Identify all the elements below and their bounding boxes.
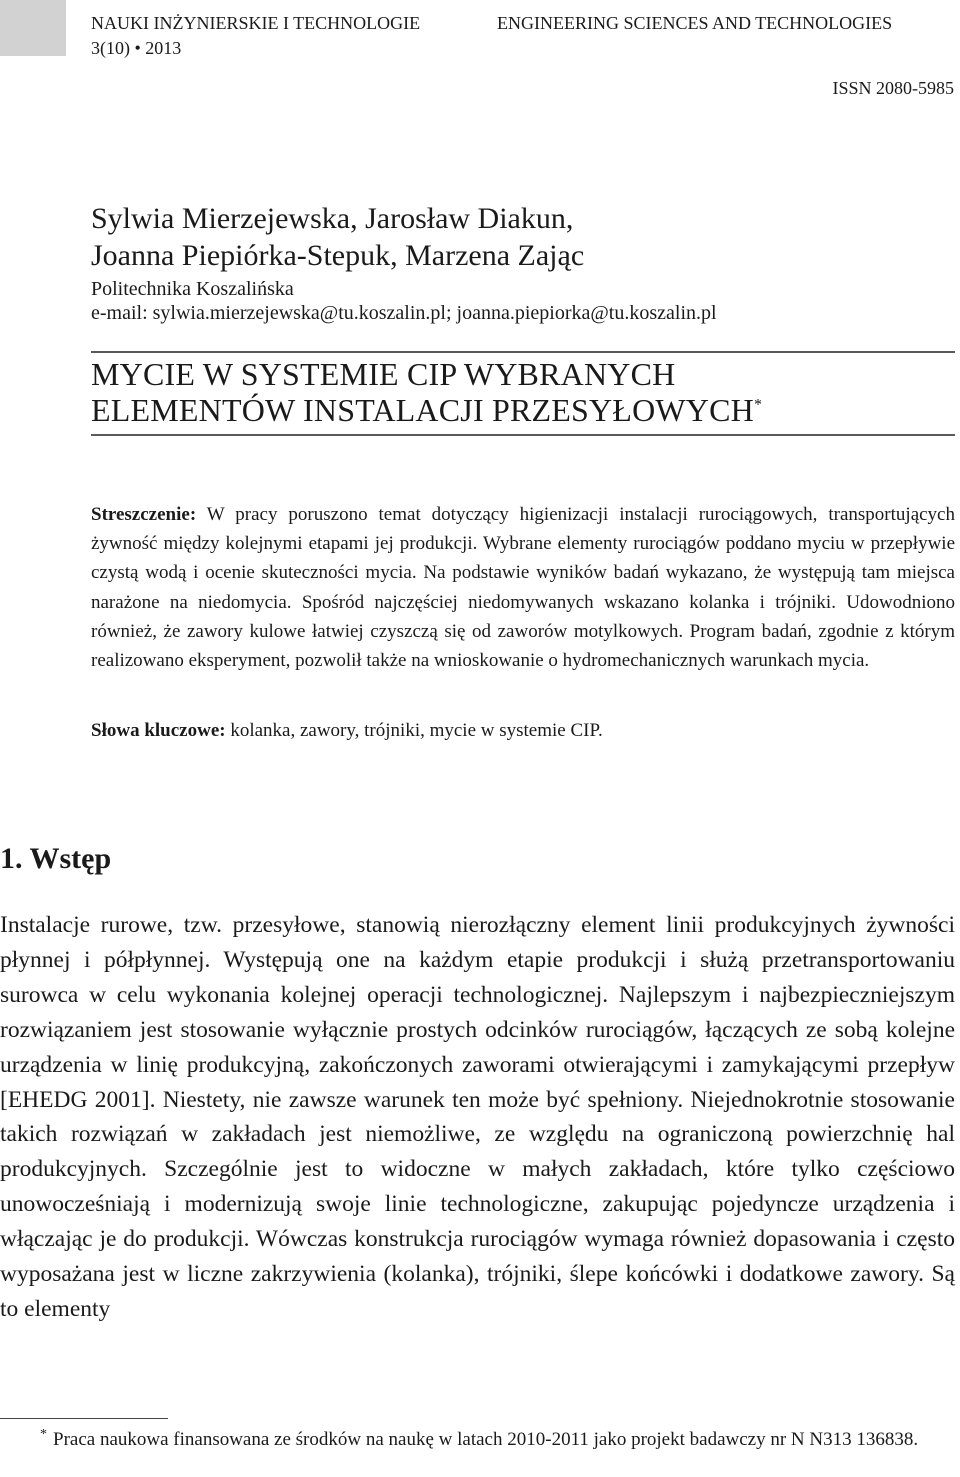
footnote-text: Praca naukowa finansowana ze środków na naukę w latach 2010-2011 jako projekt badawczy nr N N313 136838. bbox=[53, 1429, 919, 1450]
header-gray-box bbox=[0, 0, 66, 56]
title-line-1: MYCIE W SYSTEMIE CIP WYBRANYCH bbox=[91, 356, 676, 392]
authors bbox=[91, 200, 951, 274]
journal-issue: 3(10) • 2013 bbox=[91, 38, 182, 58]
section-body-text: Instalacje rurowe, tzw. przesyłowe, stanowią nierozłączny element linii produkcyjnych żywności płynnej i półpłynnej. Występują one na każdym etapie produkcji i służą przetransportowaniu surowca w celu wykonania kolejnej operacji technologicznej. Najlepszym i najbezpieczniejszym rozwiązaniem jest stosowanie wyłącznie prostych odcinków rurociągów, łączących ze sobą kolejne urządzenia w linię produkcyjną, zakończonych zaworami otwierającymi i zamykającymi przepływ [EHEDG 2001]. Niestety, nie zawsze warunek ten może być spełniony. Niejednokrotnie stosowanie takich rozwiązań w zakładach jest niemożliwe, ze względu na ograniczoną powierzchnię hal produkcyjnych. Szczególnie jest to widoczne w małych zakładach, które tylko częściowo unowocześniają i modernizują swoje linie technologiczne, zakupując pojedyncze urządzenia i włączając je do produkcji. Wówczas konstrukcja rurociągów wymaga również dopasowania i często wyposażana jest w liczne zakrzywienia (kolanka), trójniki, ślepe końcówki i dodatkowe zawory. Są to elementy bbox=[0, 912, 955, 1322]
title-rule-bottom bbox=[91, 434, 955, 436]
affiliation: Politechnika Koszalińska bbox=[91, 278, 294, 300]
authors-line-1: Sylwia Mierzejewska, Jarosław Diakun, bbox=[91, 202, 574, 235]
title-line-2-text: ELEMENTÓW INSTALACJI PRZESYŁOWYCH bbox=[91, 392, 754, 428]
abstract-text: W pracy poruszono temat dotyczący higienizacji instalacji rurociągowych, transportujących żywność między kolejnymi etapami jej produkcji. Wybrane elementy rurociągów poddano myciu w przepływie czystą wodą i ocenie skuteczności mycia. Na podstawie wyników badań wykazano, że występują tam miejsca narażone na niedomycia. Spośród najczęściej niedomywanych wskazano kolanka i trójniki. Udowodniono również, że zawory kulowe łatwiej czyszczą się od zaworów motylkowych. Program badań, zgodnie z którym realizowano eksperyment, pozwolił także na wnioskowanie o hydromechanicznych warunkach mycia. bbox=[91, 504, 955, 672]
keywords-text: kolanka, zawory, trójniki, mycie w systemie CIP. bbox=[230, 720, 603, 741]
journal-name-pl: NAUKI INŻYNIERSKIE I TECHNOLOGIE bbox=[91, 13, 421, 33]
abstract-label: Streszczenie: bbox=[91, 504, 197, 525]
footnote-rule bbox=[0, 1418, 168, 1419]
article-title bbox=[91, 356, 955, 428]
keywords bbox=[91, 716, 955, 745]
journal-name-en: ENGINEERING SCIENCES AND TECHNOLOGIES bbox=[497, 13, 893, 33]
footnote-mark: * bbox=[40, 1426, 47, 1442]
footnote bbox=[0, 1427, 955, 1452]
title-footnote-mark: * bbox=[753, 396, 763, 414]
title-line-2 bbox=[91, 392, 955, 428]
section-heading: 1. Wstęp bbox=[0, 842, 112, 875]
authors-line-2: Joanna Piepiórka-Stepuk, Marzena Zając bbox=[91, 239, 585, 272]
issn: ISSN 2080-5985 bbox=[832, 78, 954, 98]
abstract bbox=[91, 500, 955, 675]
author-email: e-mail: sylwia.mierzejewska@tu.koszalin.pl; joanna.piepiorka@tu.koszalin.pl bbox=[91, 302, 717, 324]
keywords-label: Słowa kluczowe: bbox=[91, 720, 226, 741]
title-rule-top bbox=[91, 351, 955, 353]
